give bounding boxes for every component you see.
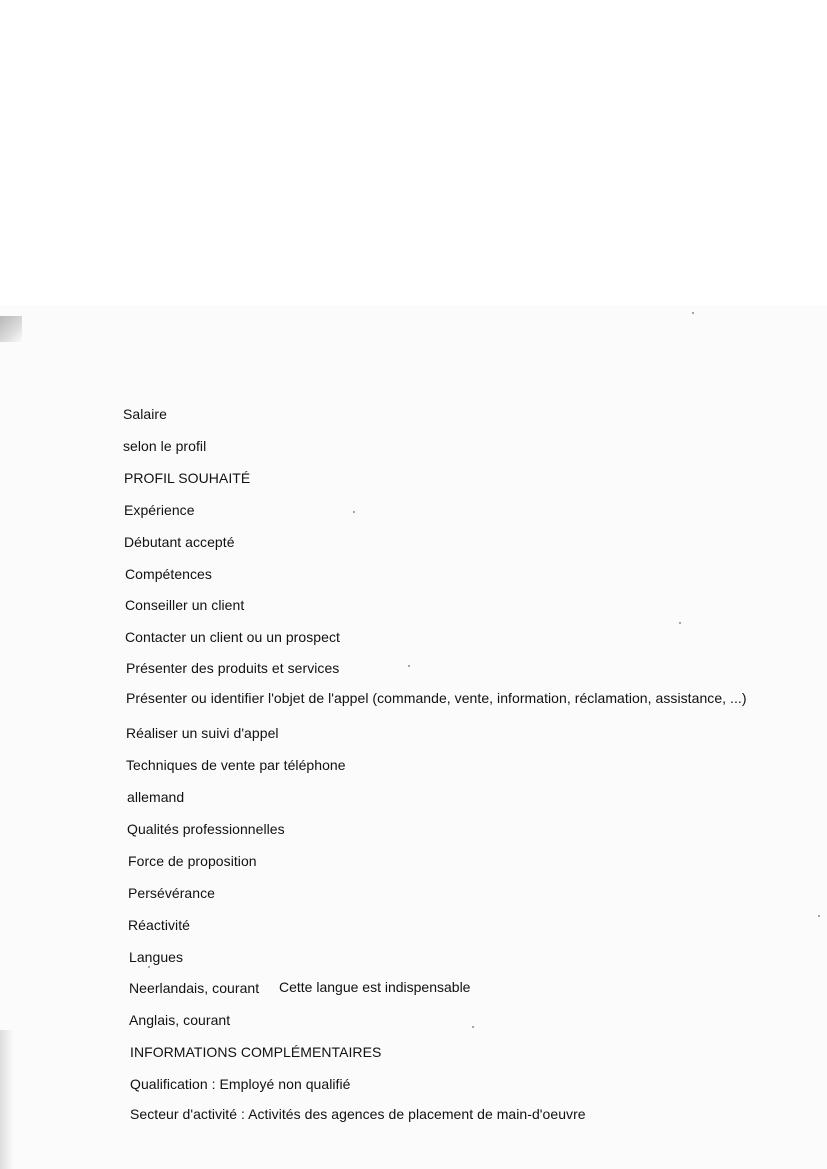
- skill-item: Conseiller un client: [125, 597, 245, 613]
- scan-speck: [692, 312, 694, 314]
- salary-value: selon le profil: [123, 438, 207, 454]
- blank-top-area: [0, 0, 827, 305]
- quality-item: Persévérance: [128, 885, 215, 901]
- heading-additional-information: INFORMATIONS COMPLÉMENTAIRES: [130, 1044, 382, 1060]
- skill-item: Présenter des produits et services: [126, 660, 340, 676]
- skill-item: allemand: [127, 789, 185, 805]
- section-label-languages: Langues: [129, 949, 184, 965]
- language-requirement-note: Cette langue est indispensable: [279, 979, 471, 995]
- scan-speck: [408, 665, 410, 667]
- qualification-line: Qualification : Employé non qualifié: [130, 1076, 351, 1092]
- skill-item: Réaliser un suivi d'appel: [126, 725, 279, 741]
- section-label-salary: Salaire: [123, 406, 167, 422]
- sector-line: Secteur d'activité : Activités des agences de placement de main-d'oeuvre: [130, 1106, 586, 1122]
- scan-speck: [679, 622, 681, 624]
- section-label-experience: Expérience: [124, 502, 195, 518]
- experience-value: Débutant accepté: [124, 534, 235, 550]
- scan-speck: [353, 511, 355, 513]
- scanned-page: [0, 305, 827, 1169]
- section-label-skills: Compétences: [125, 566, 212, 582]
- section-label-qualities: Qualités professionnelles: [127, 821, 285, 837]
- folded-corner-shadow: [0, 316, 22, 342]
- page-edge-shadow: [0, 1030, 14, 1169]
- heading-desired-profile: PROFIL SOUHAITÉ: [124, 470, 251, 486]
- language-item: Neerlandais, courant: [129, 980, 260, 996]
- skill-item: Contacter un client ou un prospect: [125, 629, 340, 645]
- scan-speck: [818, 915, 820, 917]
- quality-item: Réactivité: [128, 917, 190, 933]
- language-item: Anglais, courant: [129, 1012, 231, 1028]
- scan-speck: [148, 966, 150, 968]
- scan-speck: [472, 1026, 474, 1028]
- skill-item: Présenter ou identifier l'objet de l'appel (commande, vente, information, réclamation, assistance, ...): [126, 690, 747, 706]
- quality-item: Force de proposition: [128, 853, 257, 869]
- skill-item: Techniques de vente par téléphone: [126, 757, 346, 773]
